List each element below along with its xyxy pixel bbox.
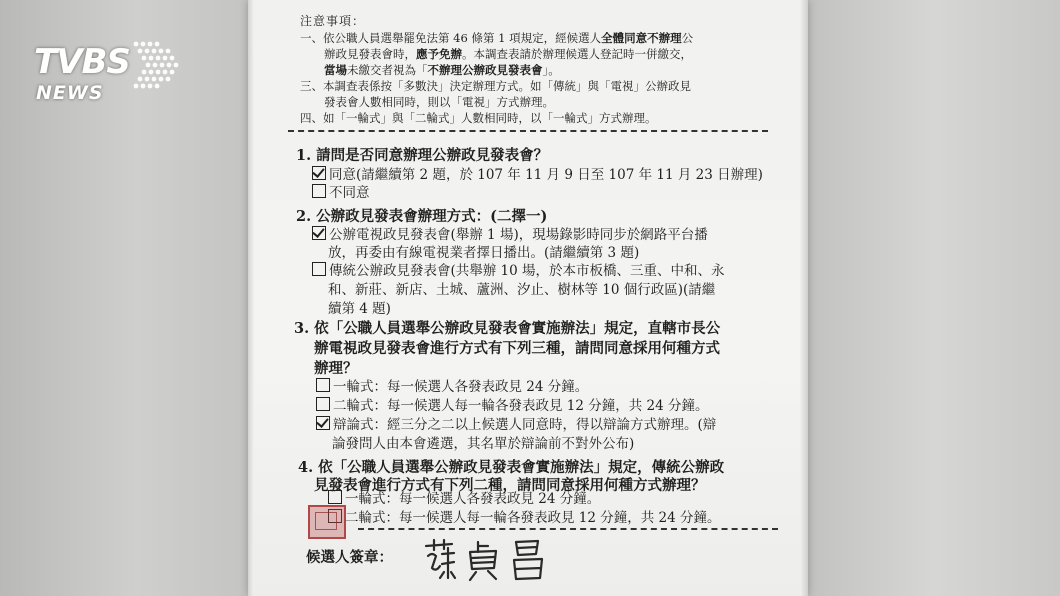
divider-dashed-bottom xyxy=(358,528,778,530)
handwritten-signature xyxy=(418,534,558,584)
q2-option-traditional-cont-1: 和、新莊、新店、土城、蘆洲、汐止、樹林等 10 個行政區)(請繼 xyxy=(328,282,716,298)
background-right xyxy=(808,0,1060,596)
q3-option-debate-cont: 論發問人由本會遴選，其名單於辯論前不對外公布) xyxy=(332,436,635,452)
q3-option-debate[interactable]: 辯論式：經三分之二以上候選人同意時，得以辯論方式辦理。(辯 xyxy=(316,416,716,435)
q3-option-two-round[interactable]: 二輪式：每一候選人每一輪各發表政見 12 分鐘，共 24 分鐘。 xyxy=(316,397,709,416)
question-3-title-line-2: 辦電視政見發表會進行方式有下列三種，請問同意採用何種方式 xyxy=(314,340,720,357)
checkbox-icon[interactable] xyxy=(316,378,330,392)
note-line-5: 發表會人數相同時，則以「電視」方式辦理。 xyxy=(324,95,554,109)
q2-option-tv[interactable]: 公辦電視政見發表會(舉辦 1 場)，現場錄影時同步於網路平台播 xyxy=(312,226,708,245)
q2-option-traditional[interactable]: 傳統公辦政見發表會(共舉辦 10 場，於本市板橋、三重、中和、永 xyxy=(312,262,725,281)
logo-main-text: TVBS xyxy=(34,42,130,82)
q4-option-two-round[interactable]: 二輪式：每一候選人每一輪各發表政見 12 分鐘，共 24 分鐘。 xyxy=(328,509,721,528)
question-3-title-line-3: 辦理？ xyxy=(314,360,358,377)
q4-option-one-round[interactable]: 一輪式：每一候選人各發表政見 24 分鐘。 xyxy=(328,490,600,509)
q3-option-one-round[interactable]: 一輪式：每一候選人各發表政見 24 分鐘。 xyxy=(316,378,588,397)
note-line-1: 一、依公職人員選舉罷免法第 46 條第 1 項規定，經候選人全體同意不辦理公 xyxy=(300,31,694,45)
note-line-4: 三、本調查表係按「多數決」決定辦理方式。如「傳統」與「電視」公辦政見 xyxy=(300,79,691,93)
q2-option-traditional-cont-2: 續第 4 題) xyxy=(328,301,391,317)
paper-edge-right xyxy=(800,0,808,596)
notes-title: 注意事項： xyxy=(300,14,366,28)
checkbox-icon[interactable] xyxy=(328,490,342,504)
question-3-title-line-1: 3. 依「公職人員選舉公辦政見發表會實施辦法」規定，直轄市長公 xyxy=(294,320,721,337)
divider-dashed-top xyxy=(288,130,768,132)
question-2-title: 2. 公辦政見發表會辦理方式：(二擇一) xyxy=(296,208,548,225)
q2-option-tv-cont: 放，再委由有線電視業者擇日播出。(請繼續第 3 題) xyxy=(328,245,640,261)
note-line-2: 辦政見發表會時，應予免辦。本調查表請於辦理候選人登記時一併繳交， xyxy=(324,47,692,61)
checkbox-icon[interactable] xyxy=(316,397,330,411)
red-seal-stamp-icon xyxy=(308,505,346,539)
checkbox-checked-icon[interactable] xyxy=(316,416,330,430)
logo-sub-text: NEWS xyxy=(36,82,104,104)
note-line-3: 當場未繳交者視為「不辦理公辦政見發表會」。 xyxy=(324,63,560,77)
survey-form xyxy=(248,0,808,596)
question-4-title-line-2: 見發表會進行方式有下列二種，請問同意採用何種方式辦理？ xyxy=(314,477,706,494)
q1-option-disagree[interactable]: 不同意 xyxy=(312,184,370,203)
checkbox-icon[interactable] xyxy=(312,184,326,198)
question-1-title: 1. 請問是否同意辦理公辦政見發表會？ xyxy=(296,147,549,164)
tvbs-logo xyxy=(34,38,184,110)
question-4-title-line-1: 4. 依「公職人員選舉公辦政見發表會實施辦法」規定，傳統公辦政 xyxy=(298,459,725,476)
checkbox-checked-icon[interactable] xyxy=(312,166,326,180)
signature-label: 候選人簽章： xyxy=(306,549,393,566)
q1-option-agree[interactable]: 同意(請繼續第 2 題，於 107 年 11 月 9 日至 107 年 11 月 23 日辦理) xyxy=(312,166,763,185)
logo-dots-icon xyxy=(126,38,184,98)
note-line-6: 四、如「一輪式」與「二輪式」人數相同時，以「一輪式」方式辦理。 xyxy=(300,111,657,125)
checkbox-icon[interactable] xyxy=(312,262,326,276)
paper-edge-left xyxy=(248,0,254,596)
checkbox-checked-icon[interactable] xyxy=(312,226,326,240)
